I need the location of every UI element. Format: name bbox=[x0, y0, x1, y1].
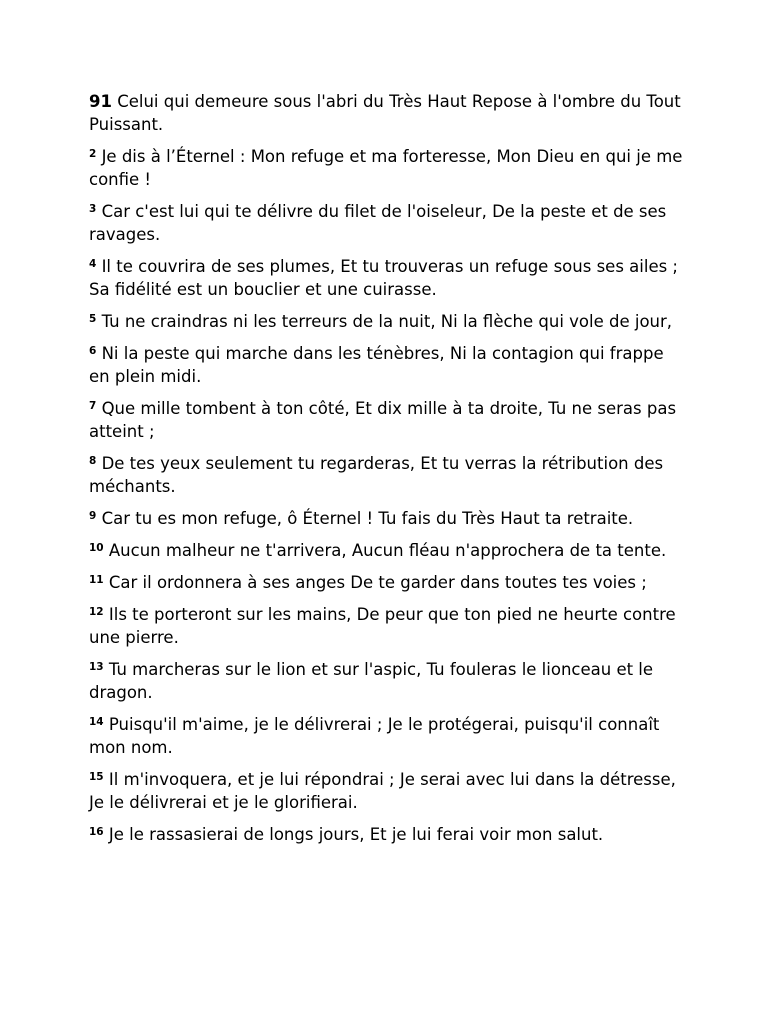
verse-text: Celui qui demeure sous l'abri du Très Haut Repose à l'ombre du Tout Puissant. bbox=[89, 92, 681, 134]
verse-number: 11 bbox=[89, 574, 104, 586]
verse-14 bbox=[89, 713, 689, 759]
verse-text: Car il ordonnera à ses anges De te garder dans toutes tes voies ; bbox=[108, 573, 647, 592]
verse-15 bbox=[89, 768, 689, 814]
verse-text: Puisqu'il m'aime, je le délivrerai ; Je le protégerai, puisqu'il connaît mon nom. bbox=[89, 715, 660, 757]
verse-9 bbox=[89, 507, 689, 530]
verse-text: Tu ne craindras ni les terreurs de la nuit, Ni la flèche qui vole de jour, bbox=[101, 312, 673, 331]
verse-number: 14 bbox=[89, 716, 104, 728]
verse-number: 5 bbox=[89, 313, 97, 325]
verse-number: 2 bbox=[89, 148, 97, 160]
verse-13 bbox=[89, 658, 689, 704]
verse-4 bbox=[89, 255, 689, 301]
verse-7 bbox=[89, 397, 689, 443]
verse-number: 16 bbox=[89, 826, 104, 838]
verse-number: 6 bbox=[89, 345, 97, 357]
verse-text: Tu marcheras sur le lion et sur l'aspic, Tu fouleras le lionceau et le dragon. bbox=[89, 660, 654, 702]
verse-text: Que mille tombent à ton côté, Et dix mille à ta droite, Tu ne seras pas atteint ; bbox=[89, 399, 677, 441]
verse-text: Car c'est lui qui te délivre du filet de l'oiseleur, De la peste et de ses ravages. bbox=[89, 202, 667, 244]
verse-number: 3 bbox=[89, 203, 97, 215]
verse-number: 15 bbox=[89, 771, 104, 783]
verse-number: 10 bbox=[89, 542, 104, 554]
verse-text: Je dis à l’Éternel : Mon refuge et ma forteresse, Mon Dieu en qui je me confie ! bbox=[89, 147, 683, 189]
verse-6 bbox=[89, 342, 689, 388]
verse-11 bbox=[89, 571, 689, 594]
verse-text: Il te couvrira de ses plumes, Et tu trouveras un refuge sous ses ailes ; Sa fidélité est un bouclier et une cuirasse. bbox=[89, 257, 678, 299]
verse-number: 4 bbox=[89, 258, 97, 270]
verse-text: Il m'invoquera, et je lui répondrai ; Je serai avec lui dans la détresse, Je le délivrerai et je le glorifierai. bbox=[89, 770, 676, 812]
verse-16 bbox=[89, 823, 689, 846]
verse-text: Je le rassasierai de longs jours, Et je lui ferai voir mon salut. bbox=[108, 825, 604, 844]
verse-8 bbox=[89, 452, 689, 498]
verse-number: 13 bbox=[89, 661, 104, 673]
verse-number: 9 bbox=[89, 510, 97, 522]
verse-text: Car tu es mon refuge, ô Éternel ! Tu fais du Très Haut ta retraite. bbox=[101, 509, 634, 528]
verse-3 bbox=[89, 200, 689, 246]
verse-text: De tes yeux seulement tu regarderas, Et tu verras la rétribution des méchants. bbox=[89, 454, 664, 496]
verse-1 bbox=[89, 90, 689, 136]
verse-12 bbox=[89, 603, 689, 649]
chapter-number: 91 bbox=[89, 92, 112, 111]
document-page bbox=[89, 90, 689, 855]
verse-10 bbox=[89, 539, 689, 562]
verse-2 bbox=[89, 145, 689, 191]
verse-text: Ni la peste qui marche dans les ténèbres, Ni la contagion qui frappe en plein midi. bbox=[89, 344, 664, 386]
verse-text: Ils te porteront sur les mains, De peur que ton pied ne heurte contre une pierre. bbox=[89, 605, 676, 647]
verse-text: Aucun malheur ne t'arrivera, Aucun fléau n'approchera de ta tente. bbox=[108, 541, 667, 560]
verse-number: 7 bbox=[89, 400, 97, 412]
verse-number: 8 bbox=[89, 455, 97, 467]
verse-5 bbox=[89, 310, 689, 333]
verse-number: 12 bbox=[89, 606, 104, 618]
